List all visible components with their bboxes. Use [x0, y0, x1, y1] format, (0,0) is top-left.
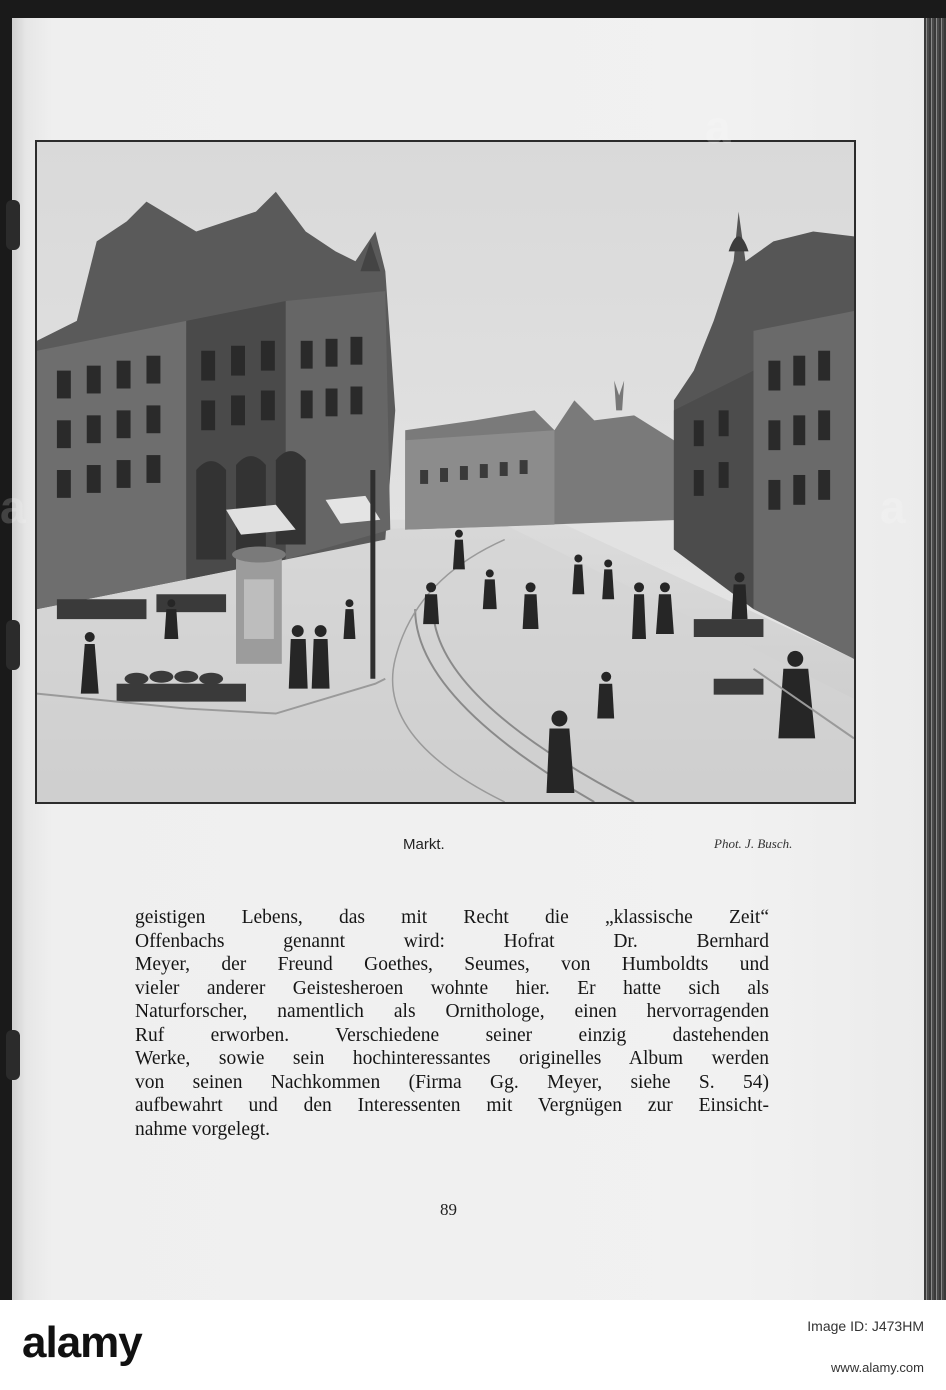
text-line: Meyer, der Freund Goethes, Seumes, von Humboldts und [135, 954, 769, 975]
text-line: nahme vorgelegt. [135, 1118, 271, 1140]
text-line: aufbewahrt und den Interessenten mit Vergnügen zur Einsicht- [135, 1095, 769, 1116]
photo-caption: Markt. [403, 836, 445, 853]
text-line: von seinen Nachkommen (Firma Gg. Meyer, siehe S. 54) [135, 1071, 769, 1093]
binding-hole [6, 200, 20, 250]
text-line: Werke, sowie sein hochinteressantes originelles Album werden [135, 1048, 769, 1069]
binding-hole [6, 1030, 20, 1080]
market-photograph [35, 140, 856, 804]
page-edge-stack [924, 18, 946, 1300]
text-line: geistigen Lebens, das mit Recht die „klassische Zeit“ [135, 907, 769, 928]
stock-url: www.alamy.com [831, 1360, 924, 1375]
photo-credit: Phot. J. Busch. [714, 836, 793, 851]
text-line: Ruf erworben. Verschiedene seiner einzig dastehenden [135, 1024, 769, 1046]
text-line: Naturforscher, namentlich als Ornithologe, einen hervorragenden [135, 1001, 769, 1022]
text-line: vieler anderer Geistesheroen wohnte hier. Er hatte sich als [135, 977, 769, 999]
page-number: 89 [440, 1200, 457, 1219]
binding-hole [6, 620, 20, 670]
body-paragraph [135, 906, 769, 1141]
text-line: Offenbachs genannt wird: Hofrat Dr. Bernhard [135, 930, 769, 952]
image-id-label: Image ID: J473HM [807, 1318, 924, 1334]
market-scene-illustration [37, 142, 854, 802]
stock-logo: alamy [22, 1318, 142, 1367]
